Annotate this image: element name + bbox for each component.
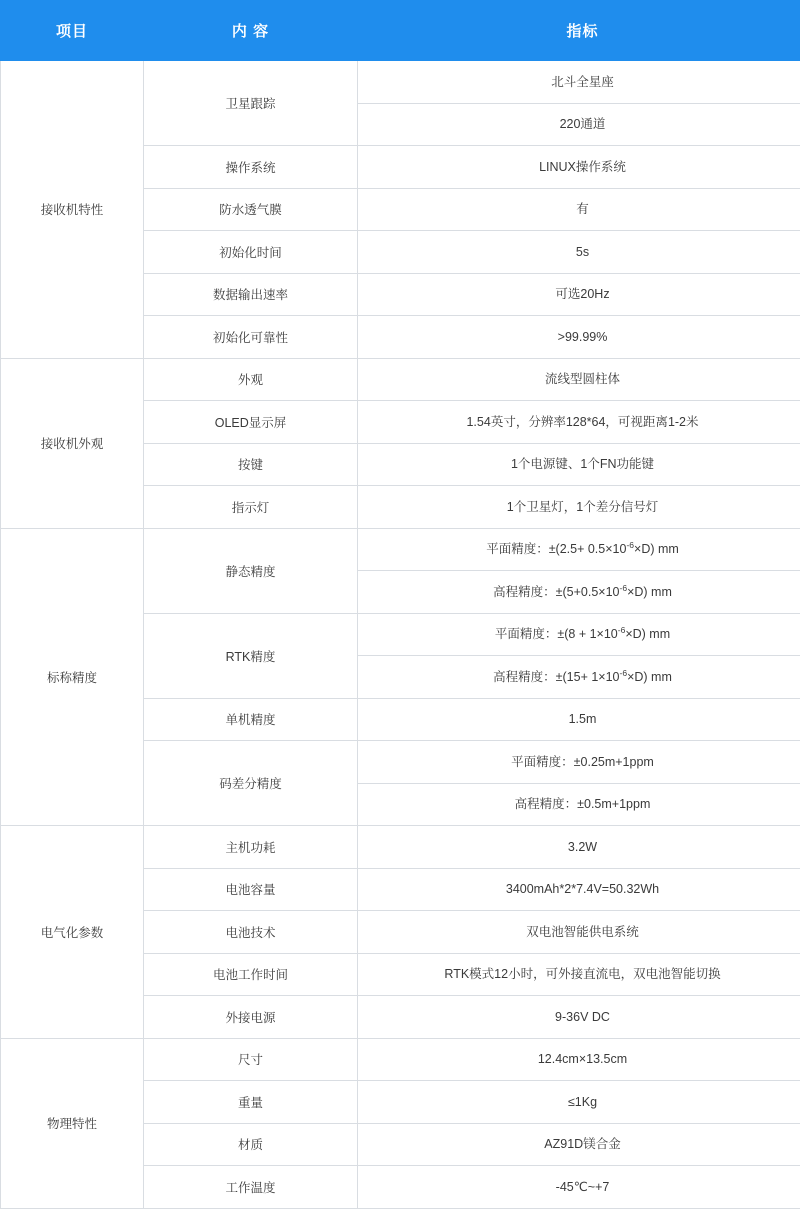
row-category: 标称精度: [1, 528, 144, 826]
row-category: 接收机特性: [1, 61, 144, 359]
row-value: 可选20Hz: [358, 273, 800, 316]
row-value: -45℃~+7: [358, 1166, 800, 1209]
row-value: >99.99%: [358, 316, 800, 359]
row-value: 平面精度：±0.25m+1ppm: [358, 741, 800, 784]
row-name: 初始化时间: [144, 231, 358, 274]
row-name: 操作系统: [144, 146, 358, 189]
table-body: [1, 61, 800, 1209]
row-name: 单机精度: [144, 698, 358, 741]
row-value: 高程精度：$\pm(15+ 1\times 10^{-6}\times D)$ mm: [358, 656, 800, 699]
row-name: 重量: [144, 1081, 358, 1124]
row-value: 1.54英寸，分辨率128*64，可视距离1-2米: [358, 401, 800, 444]
row-value: 有: [358, 188, 800, 231]
column-header-content: 内 容: [144, 1, 358, 61]
table-header: [1, 1, 800, 61]
row-name: 工作温度: [144, 1166, 358, 1209]
row-value: 双电池智能供电系统: [358, 911, 800, 954]
row-name: 电池容量: [144, 868, 358, 911]
column-header-item: 项目: [1, 1, 144, 61]
row-value: AZ91D镁合金: [358, 1123, 800, 1166]
table-row: [1, 358, 800, 401]
row-value: 平面精度：$\pm(8 + 1\times 10^{-6}\times D)$ mm: [358, 613, 800, 656]
row-name: 防水透气膜: [144, 188, 358, 231]
table-header-row: [1, 1, 800, 61]
row-value: 3400mAh*2*7.4V=50.32Wh: [358, 868, 800, 911]
row-value: 220通道: [358, 103, 800, 146]
row-value: RTK模式12小时，可外接直流电，双电池智能切换: [358, 953, 800, 996]
row-value: 高程精度：$\pm(5+0.5\times 10^{-6}\times D)$ mm: [358, 571, 800, 614]
row-name: 材质: [144, 1123, 358, 1166]
row-value: ≤1Kg: [358, 1081, 800, 1124]
row-category: 接收机外观: [1, 358, 144, 528]
row-value: 北斗全星座: [358, 61, 800, 104]
table-row: [1, 528, 800, 571]
row-name: 卫星跟踪: [144, 61, 358, 146]
row-name: 外观: [144, 358, 358, 401]
row-name: 按键: [144, 443, 358, 486]
row-name: 码差分精度: [144, 741, 358, 826]
row-category: 电气化参数: [1, 826, 144, 1039]
row-name: RTK精度: [144, 613, 358, 698]
row-value: 高程精度：±0.5m+1ppm: [358, 783, 800, 826]
row-value: 1个电源键、1个FN功能键: [358, 443, 800, 486]
row-value: 3.2W: [358, 826, 800, 869]
row-name: 静态精度: [144, 528, 358, 613]
row-value: 1个卫星灯，1个差分信号灯: [358, 486, 800, 529]
row-value: LINUX操作系统: [358, 146, 800, 189]
row-value: 平面精度：$\pm(2.5+ 0.5\times 10^{-6}\times D)$ mm: [358, 528, 800, 571]
row-value: 12.4cm×13.5cm: [358, 1038, 800, 1081]
row-name: 主机功耗: [144, 826, 358, 869]
row-value: 流线型圆柱体: [358, 358, 800, 401]
row-name: 外接电源: [144, 996, 358, 1039]
row-name: 初始化可靠性: [144, 316, 358, 359]
row-name: OLED显示屏: [144, 401, 358, 444]
row-name: 数据输出速率: [144, 273, 358, 316]
table-row: [1, 61, 800, 104]
column-header-index: 指标: [358, 1, 800, 61]
table-row: [1, 826, 800, 869]
row-name: 尺寸: [144, 1038, 358, 1081]
row-value: 1.5m: [358, 698, 800, 741]
row-value: 5s: [358, 231, 800, 274]
row-name: 电池工作时间: [144, 953, 358, 996]
row-name: 指示灯: [144, 486, 358, 529]
table-row: [1, 1038, 800, 1081]
row-category: 物理特性: [1, 1038, 144, 1208]
row-value: 9-36V DC: [358, 996, 800, 1039]
row-name: 电池技术: [144, 911, 358, 954]
